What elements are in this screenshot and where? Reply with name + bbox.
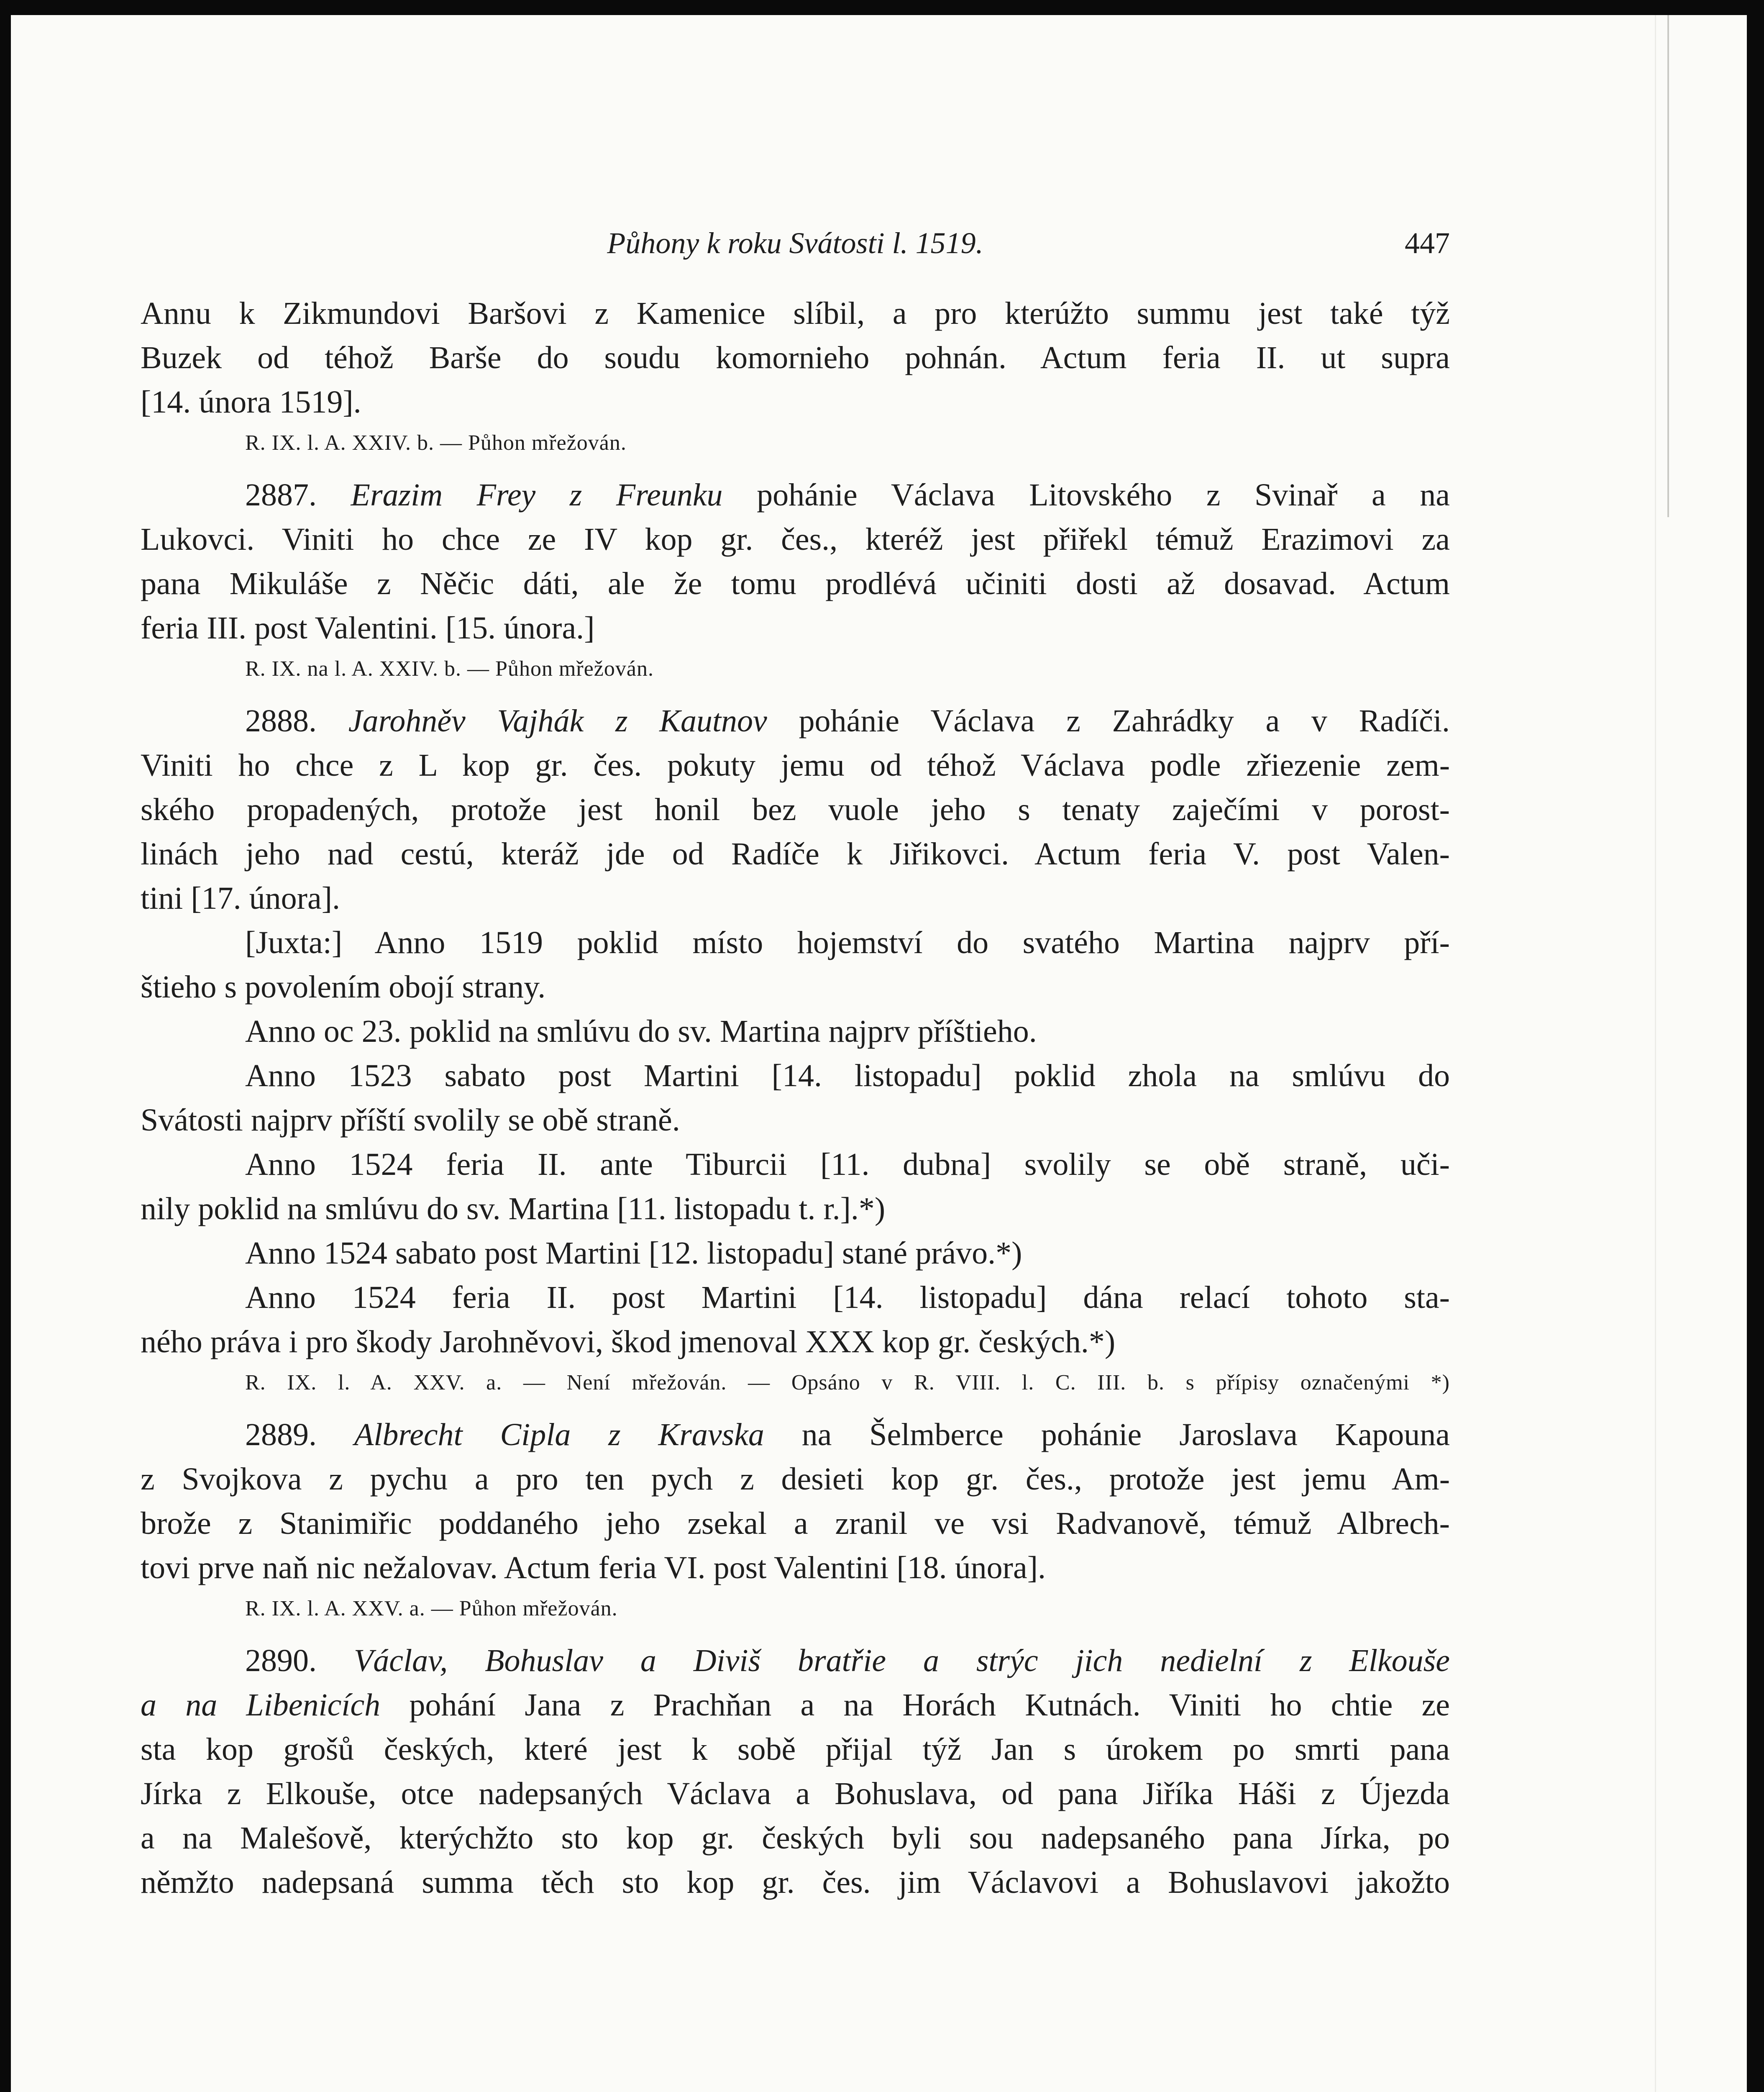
text-line: brože z Stanimiřic poddaného jeho zsekal a zranil ve vsi Radvanově, témuž Albrech- [141,1506,1450,1541]
source-note: R. IX. l. A. XXIV. b. — Půhon mřežován. [245,431,627,455]
text-line: feria III. post Valentini. [15. února.] [141,610,595,646]
text-line: Anno oc 23. poklid na smlúvu do sv. Martina najprv příštieho. [245,1014,1037,1049]
entry-number: 2890. [245,1643,317,1678]
page-edge-mark [1667,15,1669,517]
text-line: pana Mikuláše z Něčic dáti, ale že tomu prodlévá učiniti dosti až dosavad. Actum [141,566,1450,601]
text-line: Jírka z Elkouše, otce nadepsaných Václava a Bohuslava, od pana Jiříka Háši z Újezda [141,1776,1450,1811]
entry-2889-heading [141,1413,1450,1457]
text-line: tini [17. února]. [141,881,341,916]
entry-number: 2888. [245,703,317,738]
text-line: němžto nadepsaná summa těch sto kop gr. čes. jim Václavovi a Bohuslavovi jakožto [141,1865,1450,1900]
text-block [141,220,1450,1905]
page-edge-mark [1655,15,1656,2092]
running-head [141,220,1450,291]
entry-number: 2887. [245,477,317,513]
text-line: Viniti ho chce z L kop gr. čes. pokuty jemu od téhož Václava podle zřiezenie zem- [141,748,1450,783]
text-segment: pohání Jana z Prachňan a na Horách Kutnách. Viniti ho chtie ze [409,1687,1450,1723]
entry-number: 2889. [245,1417,317,1452]
text-line: Svátosti najprv příští svolily se obě straně. [141,1102,680,1138]
text-line: a na Malešově, kterýchžto sto kop gr. českých byli sou nadepsaného pana Jírka, po [141,1820,1450,1856]
text-segment: pohánie Václava z Zahrádky a v Radíči. [799,703,1450,738]
text-line: ného práva i pro škody Jarohněvovi, škod jmenoval XXX kop gr. českých.*) [141,1324,1116,1359]
entry-2887-heading [141,473,1450,517]
running-title: Půhony k roku Svátosti l. 1519. [607,226,983,260]
text-line: linách jeho nad cestú, kteráž jde od Radíče k Jiřikovci. Actum feria V. post Valen- [141,836,1450,872]
text-line: Lukovci. Viniti ho chce ze IV kop gr. čes., kteréž jest přiřekl témuž Erazimovi za [141,522,1450,557]
text-line: z Svojkova z pychu a pro ten pych z desieti kop gr. čes., protože jest jemu Am- [141,1461,1450,1497]
text-line: [14. února 1519]. [141,385,361,420]
text-line: Annu k Zikmundovi Baršovi z Kamenice slíbil, a pro kterúžto summu jest také týž [141,296,1450,331]
text-line: Anno 1524 feria II. ante Tiburcii [11. dubna] svolily se obě straně, uči- [245,1147,1450,1182]
text-line: štieho s povolením obojí strany. [141,969,546,1005]
plaintiff-name: Jarohněv Vajhák z Kautnov [348,703,767,738]
text-line: Anno 1524 sabato post Martini [12. listopadu] stané právo.*) [245,1236,1022,1271]
text-line: tovi prve naň nic nežalovav. Actum feria VI. post Valentini [18. února]. [141,1550,1046,1585]
source-note: R. IX. na l. A. XXIV. b. — Půhon mřežován. [245,657,654,681]
plaintiff-name: Albrecht Cipla z Kravska [354,1417,764,1452]
text-line [141,1683,1450,1727]
text-line: Buzek od téhož Barše do soudu komornieho pohnán. Actum feria II. ut supra [141,340,1450,375]
source-note: R. IX. l. A. XXV. a. — Půhon mřežován. [245,1597,618,1620]
text-line: Anno 1523 sabato post Martini [14. listopadu] poklid zhola na smlúvu do [245,1058,1450,1093]
plaintiff-name: Erazim Frey z Freunku [351,477,723,513]
page-number: 447 [1405,226,1450,260]
entry-2890-heading [141,1638,1450,1683]
entry-2888-heading [141,699,1450,743]
text-line: ského propadených, protože jest honil bez vuole jeho s tenaty zaječími v porost- [141,792,1450,827]
plaintiff-name: a na Libenicích [141,1687,381,1723]
text-line: [Juxta:] Anno 1519 poklid místo hojemství do svatého Martina najprv pří- [245,925,1450,960]
text-line: sta kop grošů českých, které jest k sobě přijal týž Jan s úrokem po smrti pana [141,1732,1450,1767]
plaintiff-name: Václav, Bohuslav a Diviš bratřie a strýc jich nedielní z Elkouše [353,1643,1450,1678]
text-line: nily poklid na smlúvu do sv. Martina [11. listopadu t. r.].*) [141,1191,886,1226]
scanned-page [11,15,1747,2092]
source-note: R. IX. l. A. XXV. a. — Není mřežován. — Opsáno v R. VIII. l. C. III. b. s přípisy označenými *) [245,1371,1450,1395]
text-segment: na Šelmberce pohánie Jaroslava Kapouna [801,1417,1450,1452]
text-segment: pohánie Václava Litovského z Svinař a na [757,477,1450,513]
text-line: Anno 1524 feria II. post Martini [14. listopadu] dána relací tohoto sta- [245,1280,1450,1315]
